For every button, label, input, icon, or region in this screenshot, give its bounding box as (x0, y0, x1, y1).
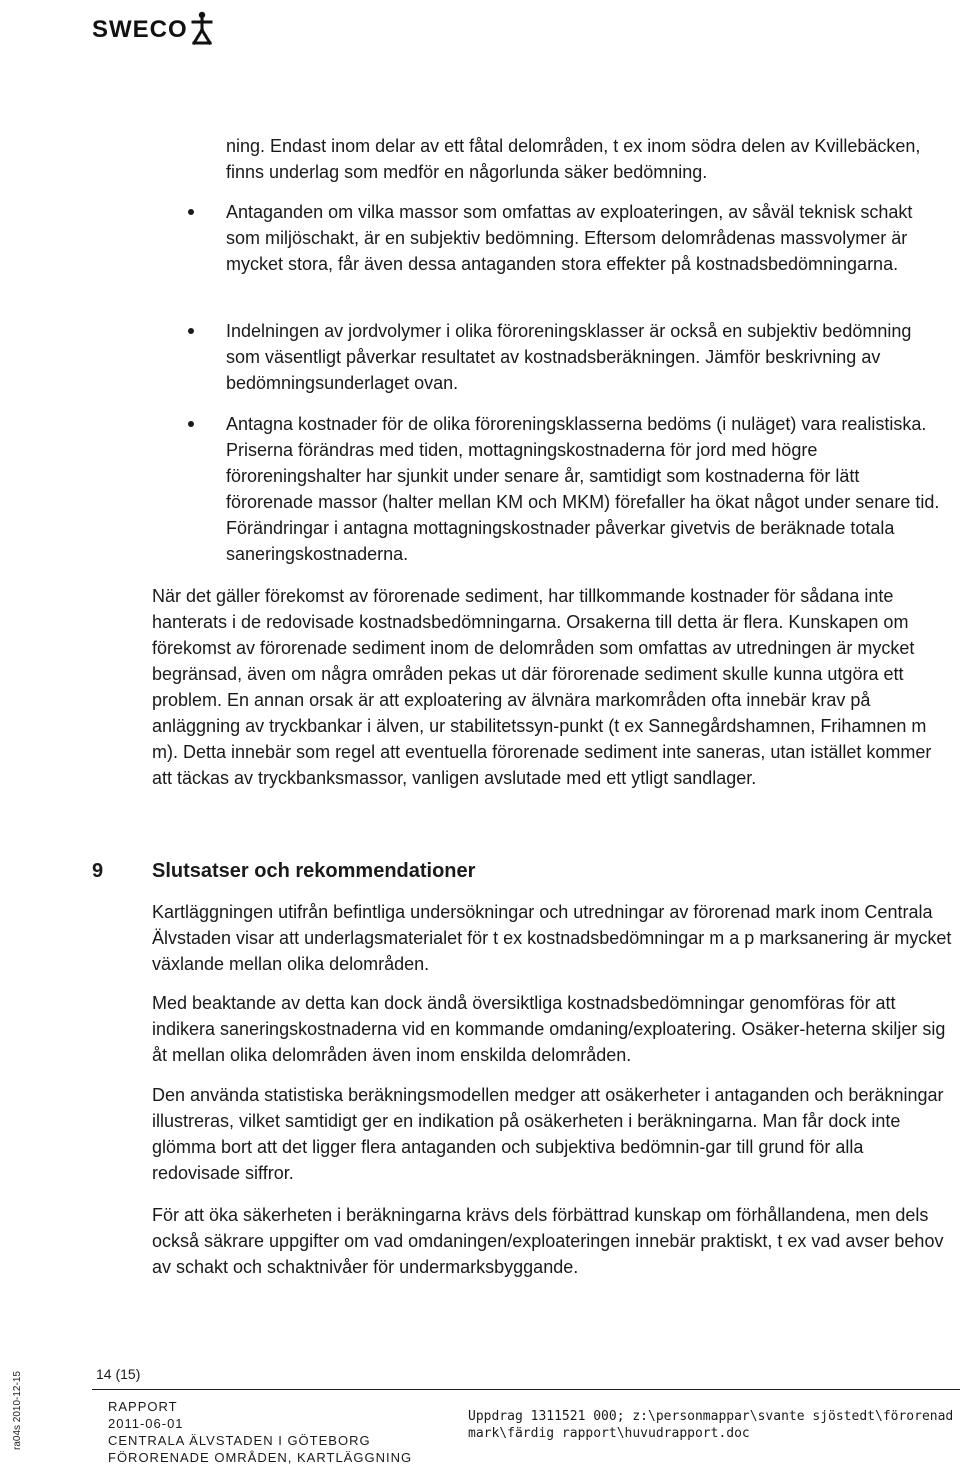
section-paragraph: Den använda statistiska beräkningsmodellen medger att osäkerheter i antaganden och beräkningar illustreras, vilket samtidigt ger en indikation på osäkerheten i beräkningarna. Man får dock inte glömma bort att det ligger flera antaganden och subjektiva bedömnin-gar till grund för alla redovisade siffror. (152, 1085, 944, 1183)
footer-date: 2011-06-01 (108, 1416, 184, 1431)
footer-divider (92, 1389, 960, 1390)
footer-project: CENTRALA ÄLVSTADEN I GÖTEBORG (108, 1433, 371, 1448)
bullet-dot (188, 328, 194, 334)
footer-path-line: mark\färdig rapport\huvudrapport.doc (468, 1426, 750, 1441)
logo-text: SWECO (92, 16, 188, 43)
section-paragraph: För att öka säkerheten i beräkningarna krävs dels förbättrad kunskap om förhållandena, men dels också säkrare uppgifter om vad omdaningen/exploateringen innebär praktiskt, t ex vad avser behov av schakt och schaktnivåer för undermarksbyggande. (152, 1205, 944, 1277)
bullet-item: Antaganden om vilka massor som omfattas av exploateringen, av såväl teknisk schakt som miljöschakt, är en subjektiv bedömning. Eftersom delområdenas massvolymer är mycket stora, får även dessa antaganden stora effekter på kostnadsbedömningarna. (226, 202, 913, 274)
footer-report-info (108, 1398, 412, 1466)
footer-subtitle: FÖRORENADE OMRÅDEN, KARTLÄGGNING (108, 1450, 413, 1465)
section-paragraph: Med beaktande av detta kan dock ändå översiktliga kostnadsbedömningar genomföras för att indikera saneringskostnaderna vid en kommande omdaning/exploatering. Osäker-heterna skiljer sig åt mellan olika delområden även inom enskilda delområden. (152, 993, 946, 1065)
bullet-dot (188, 209, 194, 215)
page-number: 14 (15) (96, 1366, 141, 1382)
sweco-logo (92, 6, 214, 46)
template-stamp: ra04s 2010-12-15 (12, 1371, 23, 1450)
sweco-figure-icon (190, 10, 214, 46)
footer-file-path (468, 1408, 958, 1442)
section-title: Slutsatser och rekommendationer (152, 860, 476, 882)
section-number: 9 (92, 860, 104, 882)
footer-path-line: Uppdrag 1311521 000; z:\personmappar\svante sjöstedt\förorenad (468, 1409, 954, 1424)
bullet-item: Indelningen av jordvolymer i olika föroreningsklasser är också en subjektiv bedömning som väsentligt påverkar resultatet av kostnadsberäkningen. Jämför beskrivning av bedömningsunderlaget ovan. (226, 321, 912, 393)
bullet-dot (188, 421, 194, 427)
footer-doc-type: RAPPORT (108, 1399, 178, 1414)
paragraph-sediment: När det gäller förekomst av förorenade sediment, har tillkommande kostnader för sådana inte hanterats i de redovisade kostnadsbedömningarna. Orsakerna till detta är flera. Kunskapen om förekomst av förorenade sediment inom de delområden som omfattas av utredningen är mycket begränsad, även om några områden pekas ut där förorenade sediment skulle kunna utgöra ett problem. En annan orsak är att exploatering av älvnära markområden ofta innebär krav på anläggning av tryckbankar i älven, ur stabilitetssyn-punkt (t ex Sannegårdshamnen, Frihamnen m m). Detta innebär som regel att eventuella förorenade sediment inte saneras, utan istället kommer att täckas av tryckbanksmassor, vanligen avslutade med ett ytligt sandlager. (152, 586, 932, 788)
continued-bullet-text: ning. Endast inom delar av ett fåtal delområden, t ex inom södra delen av Kvillebäcken, finns underlag som medför en någorlunda säker bedömning. (226, 136, 921, 182)
bullet-item: Antagna kostnader för de olika föroreningsklasserna bedöms (i nuläget) vara realistiska. Priserna förändras med tiden, mottagningskostnaderna för jord med högre föroreningshalter har sjunkit under senare år, samtidigt som kostnaderna för lätt förorenade massor (halter mellan KM och MKM) förefaller ha ökat något under senare tid. Förändringar i antagna mottagningskostnader påverkar givetvis de beräknade totala saneringskostnaderna. (226, 414, 940, 564)
section-paragraph: Kartläggningen utifrån befintliga undersökningar och utredningar av förorenad mark inom Centrala Älvstaden visar att underlagsmaterialet för t ex kostnadsbedömningar m a p marksanering är mycket växlande mellan olika delområden. (152, 902, 952, 974)
